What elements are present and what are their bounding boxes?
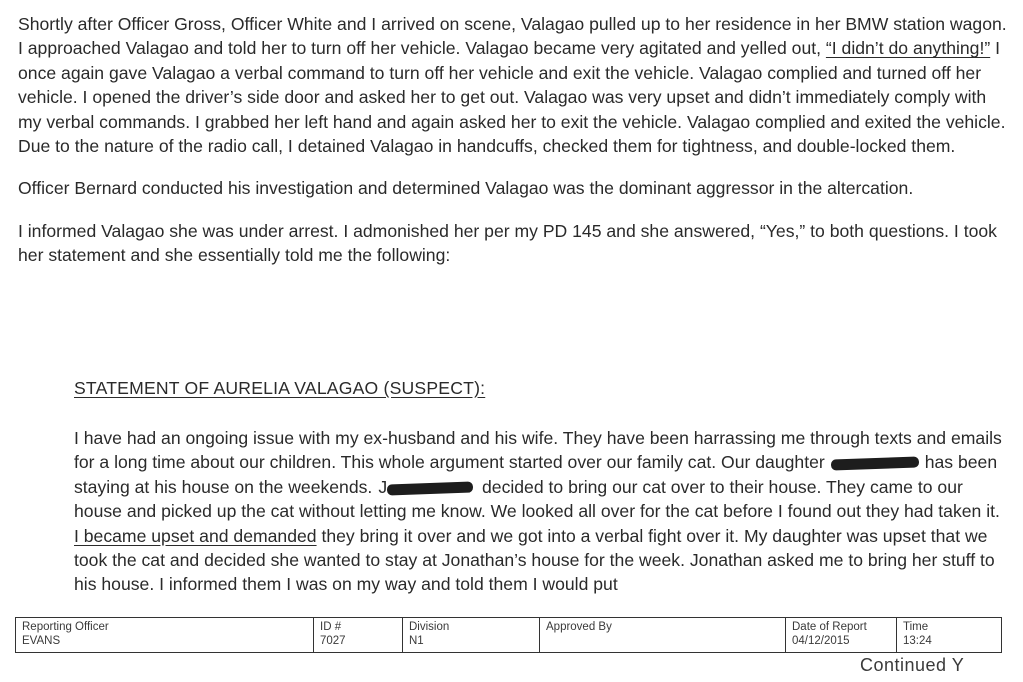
division-value: N1 <box>409 635 424 647</box>
narrative-paragraph-1 <box>18 12 1008 158</box>
statement-part-1: I have had an ongoing issue with my ex-husband and his wife. They have been harrassing me through texts and emails for a long time about our children. This whole argument started over our family cat. Our daughter <box>74 428 1002 473</box>
narrative-p1-after: I once again gave Valagao a verbal command to turn off her vehicle and exit the vehicle. Valagao complied and turned off her vehicle. I opened the driver’s side door and asked her to get out. Valagao was very upset and didn’t immediately comply with my verbal commands. I grabbed her left hand and again asked her to exit the vehicle. Valagao complied and exited the vehicle. Due to the nature of the radio call, I detained Valagao in handcuffs, checked them for tightness, and double-locked them. <box>18 38 1006 157</box>
redaction-mark <box>387 481 473 495</box>
suspect-quote: “I didn’t do anything!” <box>825 38 991 59</box>
narrative-paragraph-2: Officer Bernard conducted his investigation and determined Valagao was the dominant aggressor in the altercation. <box>18 178 914 199</box>
reporting-officer-label: Reporting Officer <box>22 621 109 633</box>
report-time-value: 13:24 <box>903 635 932 647</box>
statement-text <box>74 426 1009 597</box>
report-time-cell <box>897 618 1001 652</box>
report-date-label: Date of Report <box>792 621 867 633</box>
report-date-value: 04/12/2015 <box>792 635 850 647</box>
statement-underlined: I became upset and demanded <box>74 525 317 546</box>
reporting-officer-cell <box>16 618 314 652</box>
continued-label: Continued Y <box>860 655 965 675</box>
narrative-p1-before: Shortly after Officer Gross, Officer White and I arrived on scene, Valagao pulled up to her residence in her BMW station wagon. I approached Valagao and told her to turn off her vehicle. Valagao became very agitated and yelled out, <box>18 14 1007 59</box>
division-label: Division <box>409 621 450 633</box>
officer-id-value: 7027 <box>320 635 346 647</box>
statement-part-4: they bring it over and we got into a verbal fight over it. My daughter was upset that we took the cat and decided she wanted to stay at Jonathan’s house for the week. Jonathan asked me to bring her stuff to his house. I informed them I was on my way and told them I would put <box>74 525 995 595</box>
officer-id-label: ID # <box>320 621 342 633</box>
division-cell <box>403 618 540 652</box>
narrative-paragraph-3: I informed Valagao she was under arrest. I admonished her per my PD 145 and she answered, “Yes,” to both questions. I took her statement and she essentially told me the following: <box>18 220 997 266</box>
officer-id-cell <box>314 618 403 652</box>
narrative-body <box>18 12 1008 268</box>
report-time-label: Time <box>903 621 929 633</box>
redaction-mark <box>831 457 919 471</box>
reporting-officer-value: EVANS <box>22 635 61 647</box>
approved-by-cell <box>540 618 786 652</box>
report-date-cell <box>786 618 897 652</box>
statement-part-2: has been staying at his house on the weekends. <box>74 452 998 497</box>
report-footer-table <box>15 617 1002 653</box>
statement-part-3: decided to bring our cat over to their house. They came to our house and picked up the cat without letting me know. We looked all over for the cat before I found out they had taken it. <box>74 476 1000 522</box>
statement-heading: STATEMENT OF AURELIA VALAGAO (SUSPECT): <box>74 378 486 398</box>
redacted-name-initial: J <box>378 476 388 497</box>
approved-by-label: Approved By <box>546 621 612 633</box>
